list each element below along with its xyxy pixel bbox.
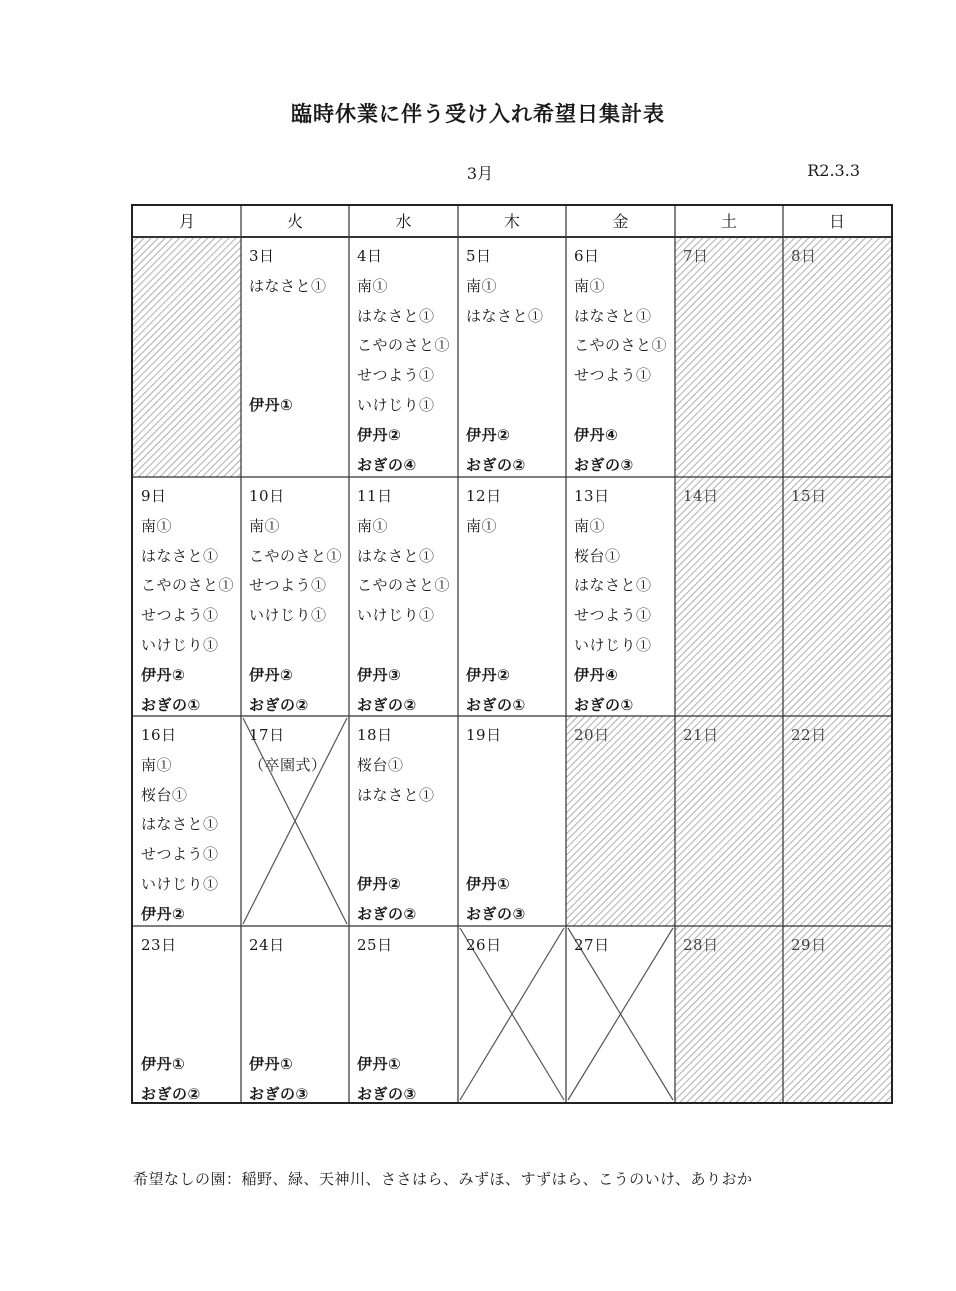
nursery-request <box>141 961 241 991</box>
city-request-count: おぎの③ <box>249 1084 309 1103</box>
nursery-request: 南① <box>249 516 281 535</box>
day-number: 11日 <box>357 487 393 505</box>
weekday-header: 水 <box>395 212 412 231</box>
nursery-request <box>357 810 458 840</box>
city-request-count: 伊丹① <box>466 874 511 893</box>
nursery-request <box>249 1020 349 1050</box>
nursery-request <box>466 331 566 361</box>
calendar-cell <box>458 716 566 926</box>
city-request-count: おぎの② <box>357 695 417 714</box>
calendar-cell <box>783 477 891 716</box>
nursery-request <box>249 331 349 361</box>
nursery-request <box>574 391 675 421</box>
day-number: 9日 <box>141 487 167 505</box>
nursery-request <box>357 991 458 1021</box>
nursery-request <box>466 631 566 661</box>
nursery-request: こやのさと① <box>357 336 451 355</box>
nursery-request: 南① <box>357 276 389 295</box>
city-request-count: 伊丹④ <box>574 425 619 444</box>
nursery-request: はなさと① <box>357 306 435 325</box>
city-request-count: おぎの② <box>249 695 309 714</box>
nursery-request: こやのさと① <box>357 576 451 595</box>
nursery-request <box>249 991 349 1021</box>
nursery-request: 南① <box>466 516 498 535</box>
nursery-request: はなさと① <box>249 276 327 295</box>
city-request-count: 伊丹① <box>249 395 294 414</box>
calendar-cell <box>783 716 891 926</box>
day-number: 10日 <box>249 487 285 505</box>
day-number: 23日 <box>141 936 177 954</box>
city-request-count: 伊丹④ <box>574 665 619 684</box>
day-number: 29日 <box>791 936 827 954</box>
city-request-count: 伊丹② <box>141 665 186 684</box>
day-number: 5日 <box>466 247 492 265</box>
page-title: 臨時休業に伴う受け入れ希望日集計表 <box>291 102 665 126</box>
calendar-cell <box>566 926 675 1102</box>
calendar-cell <box>349 477 458 716</box>
nursery-request: せつよう① <box>357 366 435 385</box>
calendar-cell <box>133 477 241 716</box>
calendar-cell <box>241 237 349 477</box>
calendar-cell <box>675 926 783 1102</box>
nursery-request <box>357 631 458 661</box>
nursery-request: 南① <box>574 516 606 535</box>
city-request-count: 伊丹② <box>466 665 511 684</box>
nursery-request: いけじり① <box>249 606 327 625</box>
calendar-cell <box>133 237 241 477</box>
calendar-cell <box>783 237 891 477</box>
nursery-request: いけじり① <box>574 635 652 654</box>
calendar-cell <box>133 716 241 926</box>
city-request-count: 伊丹② <box>141 904 186 923</box>
nursery-request: こやのさと① <box>574 336 668 355</box>
nursery-request: せつよう① <box>574 366 652 385</box>
nursery-request <box>466 751 566 781</box>
city-request-count: おぎの④ <box>357 455 417 474</box>
calendar-cell <box>241 926 349 1102</box>
nursery-request: 桜台① <box>357 755 404 774</box>
nursery-request <box>466 601 566 631</box>
nursery-request: こやのさと① <box>249 546 343 565</box>
city-request-count: 伊丹② <box>357 874 402 893</box>
nursery-request: せつよう① <box>249 576 327 595</box>
city-request-count: 伊丹② <box>357 425 402 444</box>
nursery-request <box>466 781 566 811</box>
calendar-cell <box>783 926 891 1102</box>
day-number: 24日 <box>249 936 285 954</box>
city-request-count: 伊丹① <box>141 1055 186 1074</box>
weekday-header: 月 <box>178 212 195 231</box>
city-request-count: おぎの③ <box>466 904 526 923</box>
nursery-request <box>249 961 349 991</box>
nursery-request: はなさと① <box>141 815 219 834</box>
nursery-request: 桜台① <box>141 785 188 804</box>
day-number: 27日 <box>574 936 610 954</box>
no-request-note: 希望なしの園：稲野、緑、天神川、ささはら、みずほ、すずはら、こうのいけ、ありおか <box>133 1170 753 1188</box>
nursery-request <box>249 302 349 332</box>
nursery-request <box>357 840 458 870</box>
nursery-request: 南① <box>466 276 498 295</box>
nursery-request: はなさと① <box>574 306 652 325</box>
day-number: 18日 <box>357 726 393 744</box>
calendar-cell <box>675 716 783 926</box>
day-number: 26日 <box>466 936 502 954</box>
nursery-request: はなさと① <box>357 785 435 804</box>
weekday-header: 木 <box>503 212 520 231</box>
calendar-cell <box>675 237 783 477</box>
city-request-count: おぎの① <box>574 695 634 714</box>
calendar-cell <box>349 716 458 926</box>
day-number: 19日 <box>466 726 502 744</box>
day-number: 22日 <box>791 726 827 744</box>
calendar-cell <box>133 926 241 1102</box>
nursery-request: はなさと① <box>466 306 544 325</box>
nursery-request: はなさと① <box>141 546 219 565</box>
nursery-request: せつよう① <box>141 606 219 625</box>
nursery-request <box>466 571 566 601</box>
nursery-request <box>357 1020 458 1050</box>
day-number: 15日 <box>791 487 827 505</box>
day-number: 21日 <box>683 726 719 744</box>
nursery-request <box>466 361 566 391</box>
calendar-cell <box>349 237 458 477</box>
city-request-count: おぎの③ <box>357 1084 417 1103</box>
day-number: 14日 <box>683 487 719 505</box>
city-request-count: おぎの③ <box>574 455 634 474</box>
nursery-request: はなさと① <box>357 546 435 565</box>
nursery-request: 桜台① <box>574 546 621 565</box>
calendar-cell <box>241 716 349 926</box>
city-request-count: おぎの② <box>357 904 417 923</box>
nursery-request: せつよう① <box>574 606 652 625</box>
city-request-count: おぎの② <box>466 455 526 474</box>
nursery-request: せつよう① <box>141 845 219 864</box>
city-request-count: おぎの① <box>141 695 201 714</box>
nursery-request: いけじり① <box>141 874 219 893</box>
day-number: 13日 <box>574 487 610 505</box>
day-number: 7日 <box>683 247 709 265</box>
nursery-request: 南① <box>357 516 389 535</box>
day-number: 25日 <box>357 936 393 954</box>
calendar-cell <box>675 477 783 716</box>
nursery-request: 南① <box>141 516 173 535</box>
nursery-request <box>141 1020 241 1050</box>
calendar-cell <box>566 477 675 716</box>
nursery-request: （卒園式） <box>249 755 327 774</box>
day-number: 20日 <box>574 726 610 744</box>
nursery-request <box>466 542 566 572</box>
city-request-count: 伊丹② <box>249 665 294 684</box>
day-number: 28日 <box>683 936 719 954</box>
nursery-request: はなさと① <box>574 576 652 595</box>
weekday-header: 日 <box>828 212 845 231</box>
calendar-cell <box>458 926 566 1102</box>
weekday-header: 土 <box>720 212 737 231</box>
day-number: 8日 <box>791 247 817 265</box>
city-request-count: 伊丹① <box>249 1055 294 1074</box>
day-number <box>141 242 241 272</box>
calendar-cell <box>349 926 458 1102</box>
city-request-count: 伊丹③ <box>357 665 402 684</box>
calendar-cell <box>458 237 566 477</box>
month-label: 3月 <box>466 164 494 183</box>
day-number: 16日 <box>141 726 177 744</box>
nursery-request <box>357 961 458 991</box>
weekday-header: 火 <box>286 212 303 231</box>
day-number: 6日 <box>574 247 600 265</box>
day-number: 3日 <box>249 247 275 265</box>
nursery-request <box>249 631 349 661</box>
calendar-cell <box>566 237 675 477</box>
nursery-request <box>249 361 349 391</box>
nursery-request <box>466 840 566 870</box>
nursery-request <box>141 991 241 1021</box>
city-request-count: 伊丹② <box>466 425 511 444</box>
calendar-cell <box>241 477 349 716</box>
nursery-request <box>466 391 566 421</box>
day-number: 12日 <box>466 487 502 505</box>
nursery-request: いけじり① <box>357 395 435 414</box>
weekday-header: 金 <box>612 212 629 231</box>
city-request-count: おぎの② <box>141 1084 201 1103</box>
day-number: 17日 <box>249 726 285 744</box>
nursery-request: こやのさと① <box>141 576 235 595</box>
calendar-table <box>131 204 893 1104</box>
nursery-request <box>466 810 566 840</box>
nursery-request: 南① <box>141 755 173 774</box>
calendar-cell <box>458 477 566 716</box>
nursery-request: いけじり① <box>141 635 219 654</box>
document-date: R2.3.3 <box>807 161 860 180</box>
calendar-cell <box>566 716 675 926</box>
day-number: 4日 <box>357 247 383 265</box>
nursery-request: 南① <box>574 276 606 295</box>
city-request-count: おぎの① <box>466 695 526 714</box>
city-request-count: 伊丹① <box>357 1055 402 1074</box>
nursery-request: いけじり① <box>357 606 435 625</box>
